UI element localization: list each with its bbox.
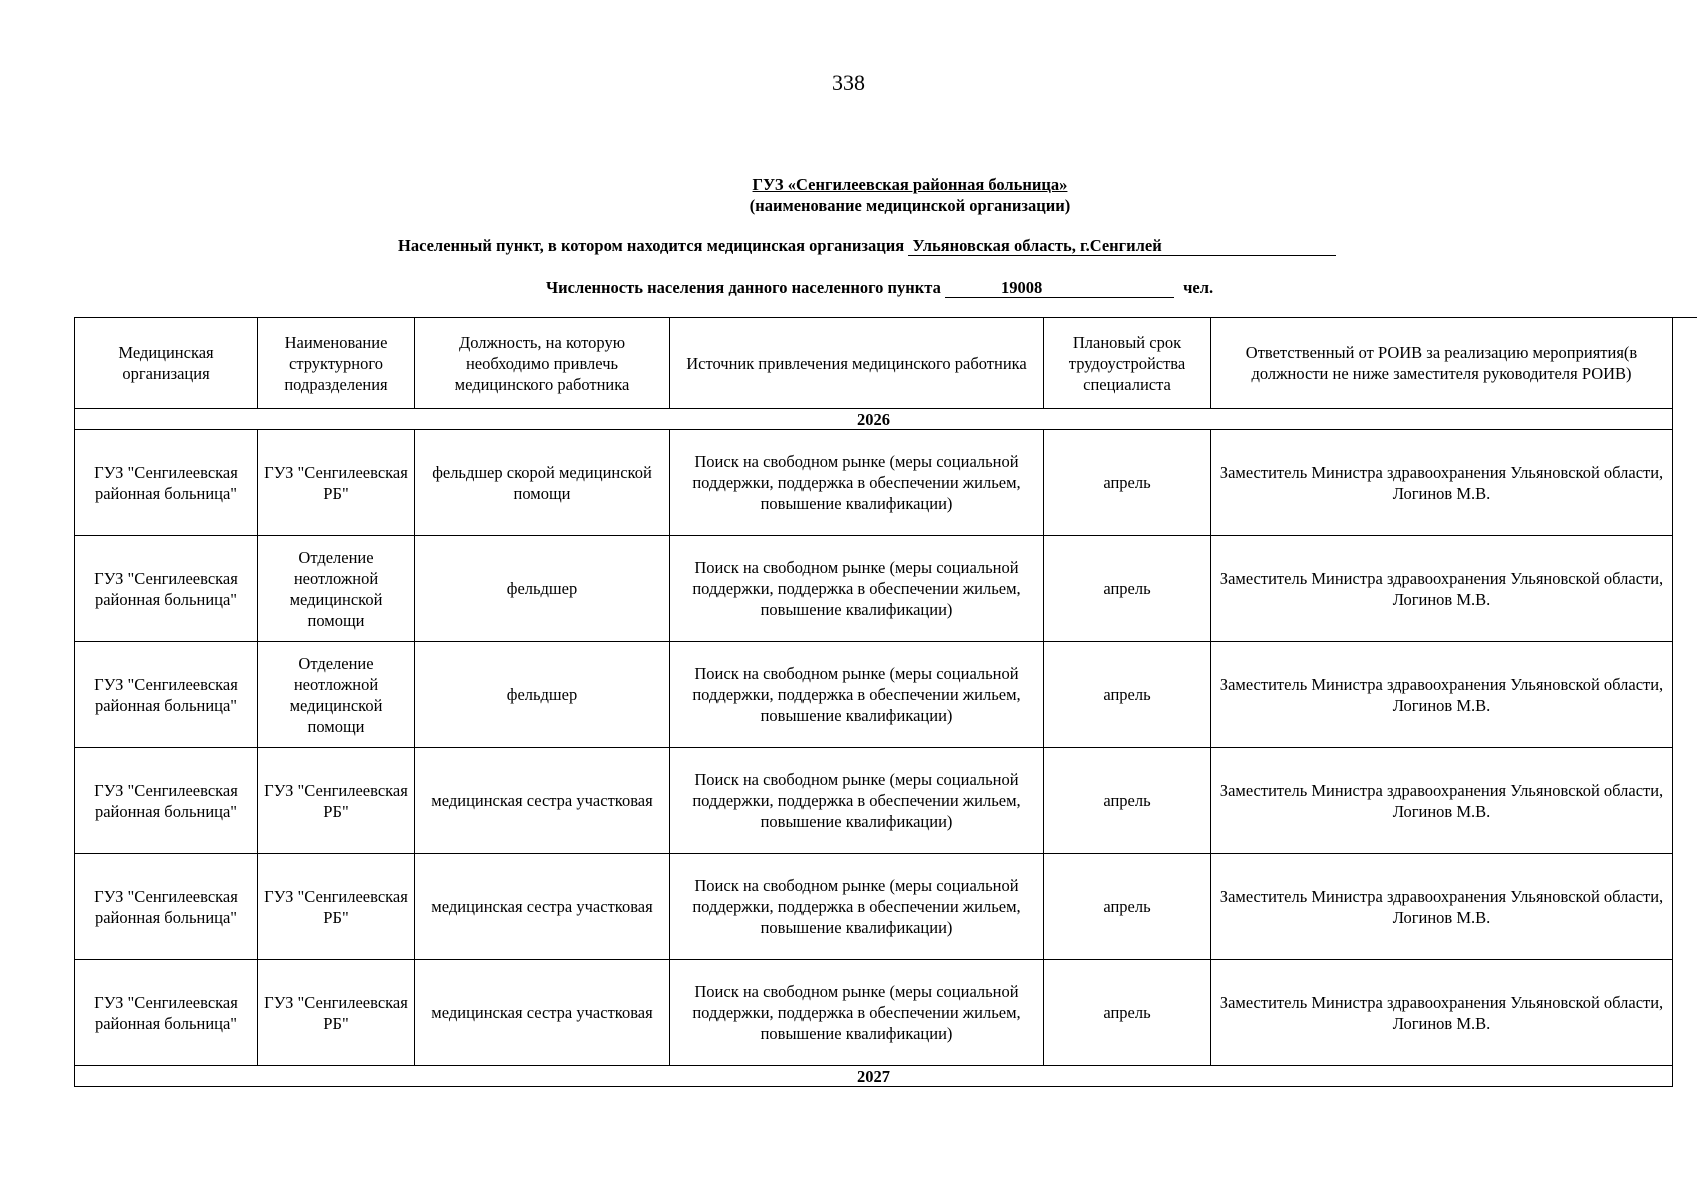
cell-responsible: Заместитель Министра здравоохранения Ульяновской области, Логинов М.В. bbox=[1211, 748, 1673, 854]
cell-division: Отделение неотложной медицинской помощи bbox=[258, 642, 415, 748]
cell-organization: ГУЗ "Сенгилеевская районная больница" bbox=[75, 642, 258, 748]
table-row bbox=[75, 642, 1673, 748]
cell-responsible: Заместитель Министра здравоохранения Ульяновской области, Логинов М.В. bbox=[1211, 960, 1673, 1066]
organization-caption: (наименование медицинской организации) bbox=[749, 196, 1071, 215]
column-header-term: Плановый срок трудоустройства специалиста bbox=[1044, 318, 1211, 409]
cell-position: медицинская сестра участковая bbox=[415, 854, 670, 960]
cell-organization: ГУЗ "Сенгилеевская районная больница" bbox=[75, 748, 258, 854]
cell-term: апрель bbox=[1044, 536, 1211, 642]
cell-source: Поиск на свободном рынке (меры социальной поддержки, поддержка в обеспечении жильем, повышение квалификации) bbox=[670, 854, 1044, 960]
cell-position: медицинская сестра участковая bbox=[415, 748, 670, 854]
settlement-label: Населенный пункт, в котором находится медицинская организация bbox=[398, 236, 905, 255]
cell-responsible: Заместитель Министра здравоохранения Ульяновской области, Логинов М.В. bbox=[1211, 430, 1673, 536]
cell-responsible: Заместитель Министра здравоохранения Ульяновской области, Логинов М.В. bbox=[1211, 536, 1673, 642]
organization-header bbox=[600, 174, 1220, 216]
column-header-responsible: Ответственный от РОИВ за реализацию мероприятия(в должности не ниже заместителя руководителя РОИВ) bbox=[1211, 318, 1673, 409]
population-unit: чел. bbox=[1183, 278, 1214, 297]
cell-term: апрель bbox=[1044, 748, 1211, 854]
table-row bbox=[75, 748, 1673, 854]
settlement-field bbox=[908, 237, 1336, 256]
cell-source: Поиск на свободном рынке (меры социальной поддержки, поддержка в обеспечении жильем, повышение квалификации) bbox=[670, 430, 1044, 536]
population-line bbox=[546, 278, 1213, 298]
population-label: Численность населения данного населенного пункта bbox=[546, 278, 941, 297]
cell-source: Поиск на свободном рынке (меры социальной поддержки, поддержка в обеспечении жильем, повышение квалификации) bbox=[670, 536, 1044, 642]
cell-term: апрель bbox=[1044, 642, 1211, 748]
cell-division: ГУЗ "Сенгилеевская РБ" bbox=[258, 430, 415, 536]
cell-division: ГУЗ "Сенгилеевская РБ" bbox=[258, 960, 415, 1066]
cell-organization: ГУЗ "Сенгилеевская районная больница" bbox=[75, 960, 258, 1066]
table-row bbox=[75, 430, 1673, 536]
table-row bbox=[75, 536, 1673, 642]
staffing-plan-table bbox=[74, 317, 1673, 1087]
column-header-position: Должность, на которую необходимо привлечь медицинского работника bbox=[415, 318, 670, 409]
cell-organization: ГУЗ "Сенгилеевская районная больница" bbox=[75, 536, 258, 642]
cell-source: Поиск на свободном рынке (меры социальной поддержки, поддержка в обеспечении жильем, повышение квалификации) bbox=[670, 642, 1044, 748]
column-header-organization: Медицинская организация bbox=[75, 318, 258, 409]
cell-organization: ГУЗ "Сенгилеевская районная больница" bbox=[75, 430, 258, 536]
cell-source: Поиск на свободном рынке (меры социальной поддержки, поддержка в обеспечении жильем, повышение квалификации) bbox=[670, 960, 1044, 1066]
cell-division: Отделение неотложной медицинской помощи bbox=[258, 536, 415, 642]
settlement-line bbox=[398, 236, 1336, 256]
page-number: 338 bbox=[832, 70, 865, 95]
cell-position: фельдшер bbox=[415, 536, 670, 642]
year-label: 2026 bbox=[75, 409, 1673, 430]
column-header-source: Источник привлечения медицинского работника bbox=[670, 318, 1044, 409]
cell-term: апрель bbox=[1044, 430, 1211, 536]
cell-division: ГУЗ "Сенгилеевская РБ" bbox=[258, 748, 415, 854]
cell-term: апрель bbox=[1044, 960, 1211, 1066]
table-row bbox=[75, 960, 1673, 1066]
cell-position: медицинская сестра участковая bbox=[415, 960, 670, 1066]
table-edge-divider bbox=[1672, 317, 1697, 318]
settlement-value: Ульяновская область, г.Сенгилей bbox=[912, 236, 1162, 255]
cell-responsible: Заместитель Министра здравоохранения Ульяновской области, Логинов М.В. bbox=[1211, 854, 1673, 960]
population-field bbox=[945, 279, 1174, 298]
year-row-2026 bbox=[75, 409, 1673, 430]
year-row-2027 bbox=[75, 1066, 1673, 1087]
year-label: 2027 bbox=[75, 1066, 1673, 1087]
cell-position: фельдшер скорой медицинской помощи bbox=[415, 430, 670, 536]
cell-division: ГУЗ "Сенгилеевская РБ" bbox=[258, 854, 415, 960]
table-row bbox=[75, 854, 1673, 960]
cell-source: Поиск на свободном рынке (меры социальной поддержки, поддержка в обеспечении жильем, повышение квалификации) bbox=[670, 748, 1044, 854]
column-header-division: Наименование структурного подразделения bbox=[258, 318, 415, 409]
cell-term: апрель bbox=[1044, 854, 1211, 960]
population-value: 19008 bbox=[1001, 278, 1043, 297]
cell-position: фельдшер bbox=[415, 642, 670, 748]
cell-organization: ГУЗ "Сенгилеевская районная больница" bbox=[75, 854, 258, 960]
cell-responsible: Заместитель Министра здравоохранения Ульяновской области, Логинов М.В. bbox=[1211, 642, 1673, 748]
organization-name: ГУЗ «Сенгилеевская районная больница» bbox=[752, 175, 1068, 194]
table-header-row bbox=[75, 318, 1673, 409]
